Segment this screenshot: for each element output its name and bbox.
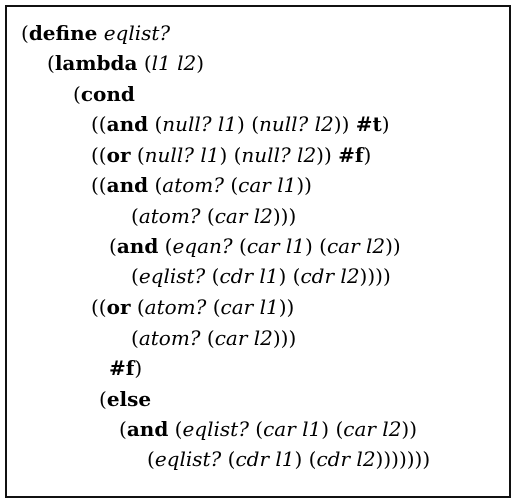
code-punctuation: )	[381, 112, 390, 136]
code-punctuation: (	[148, 112, 163, 136]
code-identifier: null?	[162, 112, 212, 136]
code-punctuation: ))	[333, 112, 356, 136]
code-identifier: null?	[144, 143, 194, 167]
code-punctuation: (	[200, 326, 215, 350]
code-punctuation: (	[119, 417, 127, 441]
code-keyword: lambda	[54, 51, 138, 75]
code-punctuation: ))	[401, 417, 418, 441]
code-punctuation: (	[168, 417, 183, 441]
code-identifier: l2	[177, 51, 197, 75]
code-identifier: l1	[217, 112, 238, 136]
code-identifier: car	[246, 234, 280, 258]
code-keyword: and	[116, 234, 159, 258]
code-punctuation: ((	[91, 143, 107, 167]
code-identifier: atom?	[138, 204, 201, 228]
code-punctuation: )	[363, 143, 372, 167]
code-punctuation: (	[130, 143, 145, 167]
code-identifier: car	[220, 295, 254, 319]
code-punctuation: (	[109, 234, 117, 258]
code-punctuation: (	[148, 173, 163, 197]
code-identifier: l2	[314, 112, 334, 136]
code-identifier: l2	[253, 204, 273, 228]
code-punctuation: (	[205, 264, 220, 288]
code-identifier: car	[343, 417, 376, 441]
code-keyword: or	[106, 143, 131, 167]
code-punctuation: (	[147, 447, 155, 471]
code-line-5	[91, 143, 371, 167]
code-punctuation: ))	[278, 295, 295, 319]
code-line-6	[91, 173, 312, 197]
code-identifier: eqan?	[172, 234, 233, 258]
code-punctuation: ) (	[294, 447, 317, 471]
code-punctuation: ) (	[237, 112, 259, 136]
code-identifier: null?	[241, 143, 291, 167]
code-punctuation: ((	[91, 295, 107, 319]
code-punctuation: (	[99, 387, 107, 411]
code-punctuation: (	[47, 51, 55, 75]
code-punctuation: ) (	[219, 143, 242, 167]
code-identifier: car	[214, 326, 248, 350]
code-identifier: car	[263, 417, 296, 441]
code-keyword: and	[106, 112, 149, 136]
code-keyword: else	[106, 387, 152, 411]
code-line-9	[131, 264, 391, 288]
code-keyword: cond	[80, 82, 135, 106]
code-line-8	[109, 234, 401, 258]
code-punctuation: (	[206, 295, 221, 319]
code-punctuation: (	[73, 82, 81, 106]
code-punctuation: (	[158, 234, 173, 258]
code-punctuation: (	[200, 204, 215, 228]
code-identifier: l2	[366, 234, 386, 258]
code-line-13	[99, 387, 151, 411]
code-identifier: l2	[297, 143, 317, 167]
code-identifier: car	[214, 204, 248, 228]
code-keyword: and	[106, 173, 149, 197]
code-punctuation: (	[223, 173, 239, 197]
code-line-7	[131, 204, 296, 228]
code-identifier: eqlist?	[154, 447, 222, 471]
code-identifier: atom?	[144, 295, 207, 319]
code-punctuation: ))	[296, 173, 312, 197]
code-line-1	[21, 21, 170, 45]
code-literal: #f	[338, 143, 364, 167]
code-literal: #t	[355, 112, 382, 136]
code-identifier: l2	[340, 264, 360, 288]
code-identifier: cdr	[219, 264, 254, 288]
code-punctuation: )	[196, 51, 205, 75]
code-line-3	[73, 82, 135, 106]
code-frame	[5, 5, 511, 498]
code-identifier: l1	[200, 143, 220, 167]
code-line-11	[131, 326, 296, 350]
code-punctuation: )	[134, 356, 143, 380]
code-identifier: l1	[275, 447, 295, 471]
code-punctuation: (	[248, 417, 264, 441]
code-punctuation: ))))	[359, 264, 391, 288]
code-punctuation: (	[137, 51, 152, 75]
code-line-4	[91, 112, 390, 136]
code-line-15	[147, 447, 430, 471]
code-punctuation: ((	[91, 112, 107, 136]
code-identifier: l1	[285, 234, 305, 258]
code-identifier: atom?	[162, 173, 224, 197]
code-punctuation: )))	[272, 204, 297, 228]
code-punctuation: ))	[385, 234, 401, 258]
code-line-2	[47, 51, 204, 75]
code-literal: #f	[109, 356, 135, 380]
code-identifier: eqlist?	[138, 264, 206, 288]
code-keyword: or	[106, 295, 131, 319]
code-punctuation: )))))))	[375, 447, 431, 471]
code-punctuation: ((	[91, 173, 107, 197]
code-identifier: car	[326, 234, 360, 258]
code-punctuation: ) (	[278, 264, 301, 288]
code-identifier: l2	[382, 417, 402, 441]
code-identifier: l1	[259, 264, 279, 288]
code-identifier: l1	[302, 417, 322, 441]
code-line-10	[91, 295, 294, 319]
code-punctuation: ))	[316, 143, 339, 167]
code-identifier: car	[238, 173, 271, 197]
code-identifier: null?	[259, 112, 309, 136]
code-punctuation: ) (	[304, 234, 327, 258]
code-punctuation: (	[131, 326, 139, 350]
code-punctuation: (	[221, 447, 236, 471]
code-punctuation: (	[232, 234, 247, 258]
code-identifier: atom?	[138, 326, 201, 350]
code-identifier: cdr	[300, 264, 335, 288]
code-punctuation: )))	[272, 326, 297, 350]
code-line-12	[109, 356, 142, 380]
code-identifier: eqlist?	[182, 417, 249, 441]
code-identifier: eqlist?	[103, 21, 171, 45]
code-keyword: and	[126, 417, 169, 441]
code-identifier: l1	[259, 295, 279, 319]
code-punctuation: (	[130, 295, 145, 319]
code-identifier: l1	[151, 51, 171, 75]
code-punctuation: (	[131, 264, 139, 288]
code-line-14	[119, 417, 417, 441]
code-identifier: cdr	[316, 447, 351, 471]
code-punctuation: (	[131, 204, 139, 228]
code-identifier: l2	[253, 326, 273, 350]
code-punctuation: ) (	[321, 417, 344, 441]
code-keyword: define	[28, 21, 98, 45]
code-listing	[7, 7, 509, 496]
code-punctuation: (	[21, 21, 29, 45]
code-identifier: l2	[356, 447, 376, 471]
code-identifier: cdr	[235, 447, 270, 471]
code-identifier: l1	[277, 173, 297, 197]
